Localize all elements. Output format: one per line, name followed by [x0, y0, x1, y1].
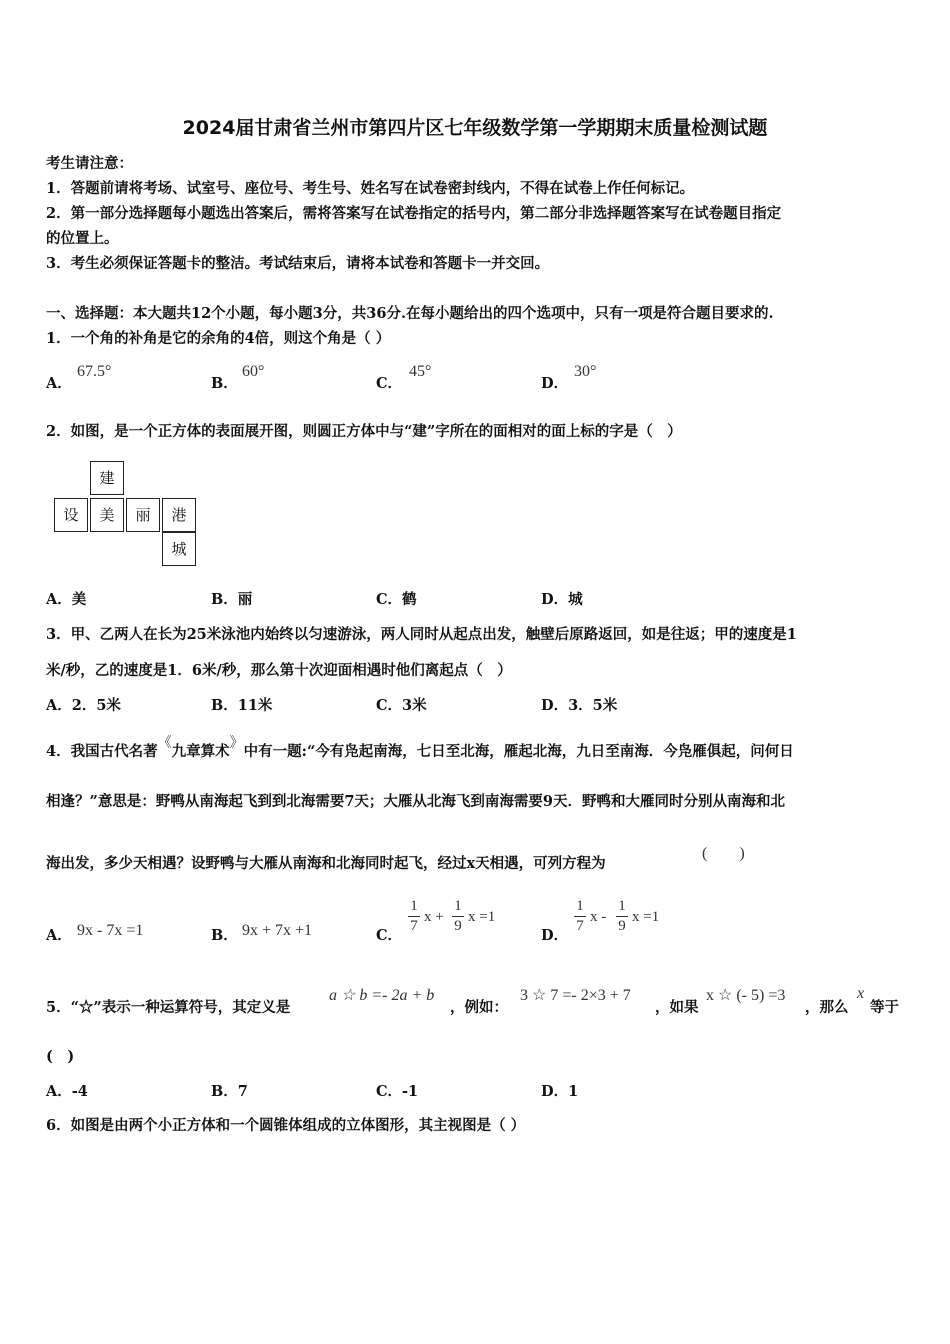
q5-stem-d: ，那么 [805, 999, 849, 1016]
q5-variable-x: x [857, 985, 865, 1002]
q5-answer-paren: ( ) [46, 1048, 75, 1065]
q5-stem-b: ，例如： [450, 999, 508, 1016]
q4-stem-3: 海出发，多少天相遇？设野鸭与大雁从南海和北海同时起飞，经过x天相遇，可列方程为 [46, 855, 606, 872]
q1-stem: 1．一个角的补角是它的余角的4倍，则这个角是（ ） [46, 330, 391, 347]
q4-stem-1 [46, 735, 794, 761]
net-face-4: 港 [162, 498, 196, 532]
q2-option-b: B．丽 [211, 591, 253, 608]
q2-option-c: C．鹤 [376, 591, 417, 608]
q3-stem-1: 3．甲、乙两人在长为25米泳池内始终以匀速游泳，两人同时从起点出发，触壁后原路返回，如是往返；甲的速度是1 [46, 626, 797, 643]
q5-option-b: B．7 [211, 1083, 248, 1100]
notice-item-1: 1．答题前请将考场、试室号、座位号、考生号、姓名写在试卷密封线内，不得在试卷上作任何标记。 [46, 180, 695, 197]
q5-definition: a ☆ b =- 2a + b [329, 987, 435, 1004]
q4-stem-1a: 4．我国古代名著 [46, 743, 158, 760]
q5-stem-a: 5．“☆”表示一种运算符号，其定义是 [46, 999, 291, 1016]
q4-option-d-fraction-1: 1 7 [574, 898, 586, 935]
q4-stem-2: 相逢？”意思是：野鸭从南海起飞到到北海需要7天；大雁从北海飞到南海需要9天．野鸭和大雁同时分别从南海和北 [46, 793, 786, 810]
q4-option-c-end: x =1 [468, 909, 496, 925]
q1-option-b-value: 60° [242, 363, 265, 380]
net-face-top: 建 [90, 461, 124, 495]
section-heading: 一、选择题：本大题共12个小题，每小题3分，共36分.在每小题给出的四个选项中，只有一项是符合题目要求的. [46, 305, 774, 322]
q4-option-d-end: x =1 [632, 909, 660, 925]
q5-option-c: C．-1 [376, 1083, 419, 1100]
q5-option-a: A．-4 [46, 1083, 88, 1100]
q3-option-b: B．11米 [211, 697, 273, 714]
q4-book-open: 《 [157, 735, 172, 751]
q4-answer-paren: ( ) [702, 845, 745, 862]
q3-option-d: D．3．5米 [541, 697, 618, 714]
q4-book-title: 九章算术 [171, 743, 230, 760]
q2-option-d: D．城 [541, 591, 583, 608]
q1-option-c-value: 45° [409, 363, 432, 380]
net-face-3: 丽 [126, 498, 160, 532]
net-face-2: 美 [90, 498, 124, 532]
notice-item-2a: 2．第一部分选择题每小题选出答案后，需将答案写在试卷指定的括号内，第二部分非选择题答案写在试卷题目指定 [46, 205, 782, 222]
q3-option-a: A．2．5米 [46, 697, 121, 714]
q3-stem-2: 米/秒，乙的速度是1．6米/秒，那么第十次迎面相遇时他们离起点（ ） [46, 662, 512, 679]
q5-option-d: D．1 [541, 1083, 579, 1100]
q4-option-c-label: C． [376, 927, 403, 944]
q4-option-b-label: B． [211, 927, 238, 944]
q4-stem-1b: 中有一题:“今有凫起南海，七日至北海，雁起北海，九日至南海．今凫雁俱起，问何日 [243, 743, 794, 760]
q4-option-c-mid: x + [424, 909, 444, 925]
q4-option-d-mid: x - [590, 909, 607, 925]
q4-book-close: 》 [229, 735, 244, 751]
q1-option-a-label: A． [46, 375, 72, 392]
q6-stem: 6．如图是由两个小正方体和一个圆锥体组成的立体图形，其主视图是（ ） [46, 1117, 526, 1134]
net-face-1: 设 [54, 498, 88, 532]
q1-option-d-value: 30° [574, 363, 597, 380]
q2-stem: 2．如图，是一个正方体的表面展开图，则圆正方体中与“建”字所在的面相对的面上标的字是（ ） [46, 423, 682, 440]
q2-option-a: A．美 [46, 591, 87, 608]
q5-example: 3 ☆ 7 =- 2×3 + 7 [520, 987, 631, 1004]
notice-item-3: 3．考生必须保证答题卡的整洁。考试结束后，请将本试卷和答题卡一并交回。 [46, 255, 550, 272]
notice-heading: 考生请注意： [46, 155, 133, 172]
q5-stem-c: ，如果 [655, 999, 699, 1016]
q4-option-c-fraction-1: 1 7 [408, 898, 420, 935]
q5-stem-e: 等于 [870, 999, 899, 1016]
q1-option-a-value: 67.5° [77, 363, 112, 380]
q4-option-a-value: 9x - 7x =1 [77, 922, 144, 939]
q4-option-b-value: 9x + 7x +1 [242, 922, 313, 939]
q1-option-d-label: D． [541, 375, 569, 392]
page-title: 2024届甘肃省兰州市第四片区七年级数学第一学期期末质量检测试题 [182, 117, 768, 139]
q1-option-c-label: C． [376, 375, 403, 392]
q3-option-c: C．3米 [376, 697, 427, 714]
q5-condition: x ☆ (- 5) =3 [706, 987, 786, 1004]
q4-option-a-label: A． [46, 927, 72, 944]
q4-option-d-fraction-2: 1 9 [616, 898, 628, 935]
net-face-bottom: 城 [162, 532, 196, 566]
notice-item-2b: 的位置上。 [46, 230, 119, 247]
q1-option-b-label: B． [211, 375, 238, 392]
q4-option-c-fraction-2: 1 9 [452, 898, 464, 935]
q4-option-d-label: D． [541, 927, 569, 944]
